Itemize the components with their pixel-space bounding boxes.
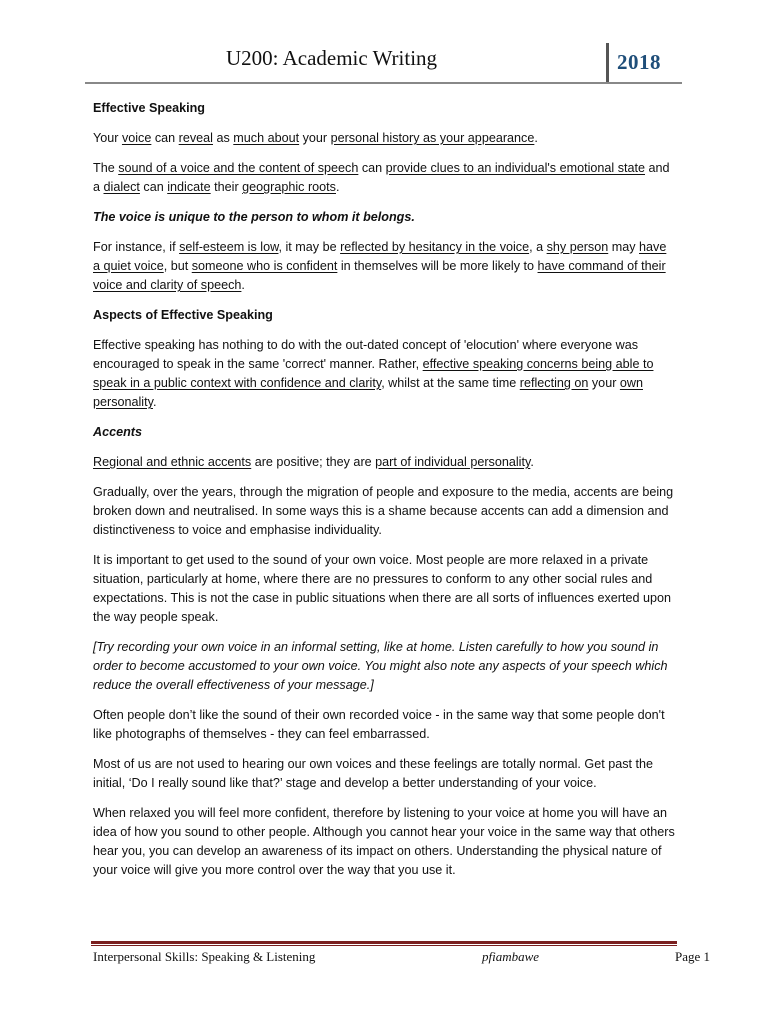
paragraph: It is important to get used to the sound of your own voice. Most people are more relaxed in a private situation, particularly at home, where there are no pressures to conform to any other social rules and expectations. This is not the case in public situations when there are all sorts of influences exerted upon the way people speak. [93,553,672,624]
paragraph: Effective speaking has nothing to do with the out-dated concept of 'elocution' where everyone was encouraged to speak in the same 'correct' manner. Rather, effective speaking concerns being able to speak in a public context with confidence and clarity, whilst at the same time reflecting on your own personality. [93,338,654,409]
section-heading: Aspects of Effective Speaking [93,308,273,322]
page-header-year: 2018 [617,50,661,74]
paragraph: For instance, if self-esteem is low, it may be reflected by hesitancy in the voice, a shy person may have a quiet voice, but someone who is confident in themselves will be more likely to have command of their voice and clarity of speech. [93,240,667,292]
footer-author: pfiambawe [482,949,540,964]
paragraph: Often people don’t like the sound of their own recorded voice - in the same way that some people don't like photographs of themselves - they can feel embarrassed. [93,708,665,741]
header-divider [606,43,609,83]
exercise-note: [Try recording your own voice in an informal setting, like at home. Listen carefully to how you sound in order to become accustomed to your own voice. You might also note any aspects of your speech which reduce the overall effectiveness of your message.] [93,640,668,692]
footer-rule [91,941,677,944]
paragraph: When relaxed you will feel more confident, therefore by listening to your voice at home you will have an idea of how you sound to other people. Although you cannot hear your voice in the same way that others hear you, you can develop an awareness of its impact on others. Understanding the physical nature of your voice will give you more control over the way that you use it. [93,806,675,877]
header-rule [85,82,682,84]
document-body [93,99,675,891]
emphasis-statement: The voice is unique to the person to whom it belongs. [93,210,415,224]
paragraph: Gradually, over the years, through the migration of people and exposure to the media, accents are being broken down and neutralised. In some ways this is a shame because accents can add a dimension and distinctiveness to voice and emphasise individuality. [93,485,674,537]
paragraph: Regional and ethnic accents are positive; they are part of individual personality. [93,455,534,469]
subsection-heading: Accents [93,425,142,439]
footer-course-title: Interpersonal Skills: Speaking & Listening [93,949,316,964]
page-header-title: U200: Academic Writing [226,46,438,70]
section-heading: Effective Speaking [93,101,205,115]
footer-page-number: Page 1 [675,949,711,964]
footer-rule-thin [91,945,677,946]
paragraph: The sound of a voice and the content of speech can provide clues to an individual's emotional state and a dialect can indicate their geographic roots. [93,161,670,194]
paragraph: Your voice can reveal as much about your personal history as your appearance. [93,131,538,145]
paragraph: Most of us are not used to hearing our own voices and these feelings are totally normal. Get past the initial, ‘Do I really sound like that?’ stage and develop a better understanding of your voice. [93,757,654,790]
